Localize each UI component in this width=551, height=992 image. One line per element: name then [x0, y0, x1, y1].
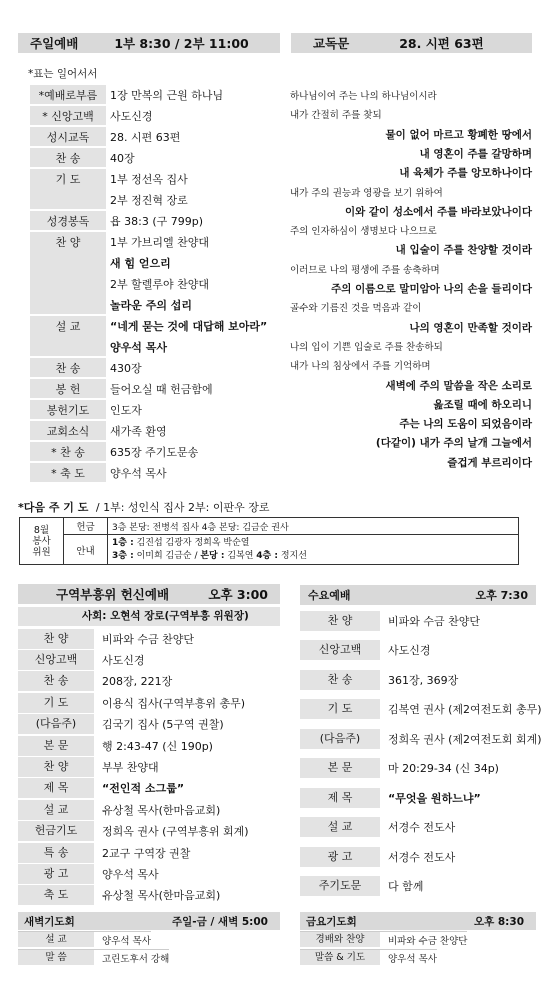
psalm-line: 내 영혼이 주를 갈망하며 — [419, 147, 532, 160]
psalm-line: 주의 이름으로 말미암아 나의 손을 들리이다 — [331, 283, 532, 295]
psalm-line: 골수와 기름진 것을 먹음과 같이 — [290, 303, 422, 315]
worship-header — [18, 33, 280, 53]
order-value: 인도자 — [110, 404, 142, 417]
wednesday-label: 설 교 — [300, 817, 380, 837]
district-label: 특 송 — [18, 843, 94, 863]
wednesday-value: 비파와 수금 찬양단 — [388, 614, 481, 628]
psalm-line: 즐겁게 부르리이다 — [447, 456, 532, 469]
wednesday-label: 찬 송 — [300, 670, 380, 690]
district-row — [18, 778, 184, 799]
psalm-line: 내 육체가 주를 앙모하나이다 — [399, 167, 532, 180]
district-row — [18, 799, 220, 820]
order-label: * 축 도 — [30, 463, 106, 482]
wednesday-value: 마 20:29-34 (신 34p) — [388, 762, 499, 775]
order-label: * 신앙고백 — [30, 106, 106, 125]
district-label: 제 목 — [18, 778, 94, 798]
psalm-line: 읊조릴 때에 하오리니 — [433, 398, 532, 411]
worship-title: 주일예배 — [30, 36, 79, 51]
friday-value: 양우석 목사 — [388, 953, 437, 965]
side-line-3: 위원 — [32, 546, 51, 558]
district-value: 정희옥 권사 (구역부흥위 회계) — [102, 825, 249, 839]
wednesday-row — [300, 669, 458, 690]
responsive-reading — [290, 88, 532, 468]
dawn-header — [18, 912, 280, 930]
worship-times: 1부 8:30 / 2부 11:00 — [114, 36, 249, 51]
district-row — [18, 671, 172, 692]
wednesday-row — [300, 817, 455, 838]
order-value: 양우석 목사 — [110, 341, 167, 354]
friday-row — [300, 931, 467, 947]
guide-1-prefix: 1층 : — [112, 537, 134, 548]
order-value: 새가족 환영 — [110, 425, 167, 438]
order-value: 놀라운 주의 섭리 — [110, 299, 193, 312]
reading-header — [291, 33, 532, 53]
district-value: 행 2:43-47 (신 190p) — [102, 739, 213, 753]
wednesday-value: 김복연 권사 (제2여전도회 총무) — [388, 703, 542, 716]
order-value: 새 힘 얻으리 — [110, 257, 171, 270]
wednesday-value: “무엇을 원하느냐” — [388, 791, 481, 805]
dawn-row — [18, 949, 169, 965]
district-row — [18, 863, 159, 884]
district-row — [18, 821, 249, 842]
district-value: 이용식 집사(구역부흥위 총무) — [102, 696, 246, 710]
order-value: 2부 정진혁 장로 — [110, 194, 188, 207]
district-value: 김국기 집사 (5구역 권찰) — [102, 718, 224, 732]
wednesday-label: 주기도문 — [300, 876, 380, 896]
district-row — [18, 628, 194, 649]
psalm-line: 이와 같이 성소에서 주를 바라보았나이다 — [344, 205, 532, 218]
friday-title: 금요기도회 — [306, 915, 357, 928]
dawn-label: 말 씀 — [18, 950, 94, 965]
district-value: 비파와 수금 찬양단 — [102, 632, 195, 646]
district-row — [18, 692, 245, 713]
wednesday-row — [300, 728, 542, 749]
guide-label: 안내 — [64, 535, 108, 565]
wednesday-value: 사도신경 — [388, 644, 431, 657]
wednesday-value: 서경수 전도사 — [388, 821, 456, 834]
order-value: 635장 주기도문송 — [110, 446, 199, 459]
district-label: 헌금기도 — [18, 821, 94, 841]
next-prayer-label: *다음 주 기 도 — [18, 501, 89, 514]
order-value: “네게 묻는 것에 대답해 보아라” — [110, 320, 268, 333]
guide-1: 김진섭 김광자 정희옥 박순열 — [133, 537, 250, 548]
psalm-line: 물이 없어 마르고 황폐한 땅에서 — [385, 128, 532, 141]
psalm-line: 내가 간절히 주를 찾되 — [290, 110, 382, 122]
reading-ref: 28. 시편 63편 — [399, 36, 484, 51]
dawn-value: 고린도후서 강해 — [102, 953, 170, 965]
next-prayer — [18, 499, 269, 515]
district-value: 양우석 목사 — [102, 867, 159, 881]
service-team-table — [19, 517, 519, 565]
psalm-line: 주의 인자하심이 생명보다 나으므로 — [290, 226, 437, 238]
guide-3-prefix: 3층 : — [112, 550, 134, 561]
order-label: 찬 송 — [30, 148, 106, 167]
psalm-line: (다같이) 내가 주의 날개 그늘에서 — [375, 437, 532, 450]
psalm-line: 이러므로 나의 평생에 주를 송축하며 — [290, 264, 440, 276]
psalm-line: 새벽에 주의 말씀을 작은 소리로 — [385, 379, 532, 392]
side-line-2: 봉사 — [32, 535, 51, 547]
order-label: 봉헌기도 — [30, 400, 106, 419]
district-value: “전인적 소그룹” — [102, 782, 185, 796]
offering-text: 3층 본당: 전병석 집사 4층 본당: 김금순 권사 — [108, 518, 519, 535]
friday-time: 오후 8:30 — [473, 915, 524, 928]
wednesday-label: 광 고 — [300, 847, 380, 867]
psalm-line: 나의 영혼이 만족할 것이라 — [409, 321, 532, 334]
wednesday-row — [300, 846, 455, 867]
order-value: 양우석 목사 — [110, 467, 167, 480]
order-value: 1부 가브리엘 찬양대 — [110, 236, 209, 249]
wednesday-row — [300, 876, 423, 897]
friday-label: 경배와 찬양 — [300, 932, 380, 947]
district-value: 사도신경 — [102, 653, 145, 667]
guide-3-b: 본당 : — [200, 550, 225, 561]
dawn-label: 설 교 — [18, 932, 94, 947]
district-label: 찬 양 — [18, 629, 94, 649]
district-label: 광 고 — [18, 864, 94, 884]
order-value: 사도신경 — [110, 110, 153, 123]
district-row — [18, 842, 190, 863]
district-row — [18, 649, 145, 670]
wednesday-time: 오후 7:30 — [475, 589, 528, 602]
wednesday-label: (다음주) — [300, 729, 380, 749]
order-label: 찬 송 — [30, 358, 106, 377]
wednesday-header — [300, 585, 536, 605]
dawn-row — [18, 931, 151, 947]
order-value: 430장 — [110, 362, 142, 375]
order-label: 봉 헌 — [30, 379, 106, 398]
district-time: 오후 3:00 — [208, 587, 268, 602]
guide-4: 정지선 — [277, 550, 307, 561]
district-label: 찬 양 — [18, 757, 94, 777]
side-line-1: 8월 — [33, 524, 50, 536]
dawn-value: 양우석 목사 — [102, 935, 151, 947]
psalm-line: 주는 나의 도움이 되었음이라 — [399, 418, 532, 431]
wednesday-row — [300, 758, 499, 779]
psalm-line: 하나님이여 주는 나의 하나님이시라 — [290, 91, 437, 102]
order-label: * 찬 송 — [30, 442, 106, 461]
district-header — [18, 584, 280, 604]
service-team-side — [20, 518, 64, 565]
order-value: 2부 할렐루야 찬양대 — [110, 278, 209, 291]
offering-label: 헌금 — [64, 518, 108, 535]
district-row — [18, 885, 220, 906]
guide-text — [108, 535, 519, 565]
dawn-title: 새벽기도회 — [24, 915, 75, 928]
wednesday-label: 제 목 — [300, 788, 380, 808]
wednesday-title: 수요예배 — [308, 589, 351, 602]
order-value: 1부 정선옥 집사 — [110, 173, 188, 186]
wednesday-value: 361장, 369장 — [388, 673, 459, 687]
order-value: 1장 만복의 근원 하나님 — [110, 89, 224, 102]
psalm-line: 나의 입이 기쁜 입술로 주를 찬송하되 — [290, 341, 443, 353]
wednesday-row — [300, 787, 481, 808]
order-value: 28. 시편 63편 — [110, 131, 181, 144]
district-value: 유상철 목사(한마음교회) — [102, 889, 221, 903]
district-value: 208장, 221장 — [102, 675, 173, 689]
guide-3-c: 김복연 — [224, 550, 257, 561]
order-value: 들어오실 때 헌금함에 — [110, 383, 213, 396]
psalm-line: 내 입술이 주를 찬양할 것이라 — [395, 244, 532, 257]
order-label: 성경봉독 — [30, 211, 106, 230]
district-label: 축 도 — [18, 885, 94, 905]
wednesday-value: 다 함께 — [388, 880, 424, 893]
guide-3: 이미희 김금순 / — [133, 550, 201, 561]
psalm-line: 내가 주의 권능과 영광을 보기 위하여 — [290, 187, 443, 199]
district-value: 2교구 구역장 권찰 — [102, 846, 191, 860]
district-label: 본 문 — [18, 736, 94, 756]
wednesday-row — [300, 699, 542, 720]
friday-header — [300, 912, 536, 930]
district-value: 유상철 목사(한마음교회) — [102, 803, 221, 817]
wednesday-row — [300, 610, 480, 631]
psalm-line: 내가 나의 침상에서 주를 기억하며 — [290, 361, 431, 373]
district-label: (다음주) — [18, 714, 94, 734]
wednesday-label: 본 문 — [300, 758, 380, 778]
wednesday-label: 신앙고백 — [300, 640, 380, 660]
wednesday-label: 찬 양 — [300, 611, 380, 631]
order-label: 설 교 — [30, 316, 106, 356]
wednesday-row — [300, 640, 431, 661]
district-label: 찬 송 — [18, 671, 94, 691]
district-moderator: 사회: 오현석 장로(구역부흥 위원장) — [18, 607, 280, 626]
district-row — [18, 714, 224, 735]
order-value: 40장 — [110, 152, 135, 165]
district-row — [18, 735, 213, 756]
district-title: 구역부흥위 헌신예배 — [56, 587, 170, 602]
friday-label: 말씀 & 기도 — [300, 950, 380, 965]
district-label: 설 교 — [18, 800, 94, 820]
district-label: 기 도 — [18, 693, 94, 713]
order-label: 성시교독 — [30, 127, 106, 146]
next-prayer-text: / 1부: 성인식 집사 2부: 이판우 장로 — [95, 501, 270, 514]
friday-value: 비파와 수금 찬양단 — [388, 935, 468, 947]
friday-row — [300, 949, 437, 965]
wednesday-label: 기 도 — [300, 699, 380, 719]
wednesday-value: 정희옥 권사 (제2여전도회 회계) — [388, 732, 542, 746]
guide-4-prefix: 4층 : — [256, 550, 278, 561]
district-value: 부부 찬양대 — [102, 760, 159, 774]
dawn-time: 주일-금 / 새벽 5:00 — [172, 915, 268, 928]
reading-title: 교독문 — [313, 36, 350, 51]
order-label: 기 도 — [30, 169, 106, 209]
district-row — [18, 756, 159, 777]
order-label: 찬 양 — [30, 232, 106, 314]
order-value: 욥 38:3 (구 799p) — [110, 215, 204, 228]
wednesday-value: 서경수 전도사 — [388, 850, 456, 864]
district-label: 신앙고백 — [18, 650, 94, 670]
order-label: 교회소식 — [30, 421, 106, 440]
stand-note: *표는 일어서서 — [28, 68, 98, 80]
order-label: *예배로부름 — [30, 85, 106, 104]
